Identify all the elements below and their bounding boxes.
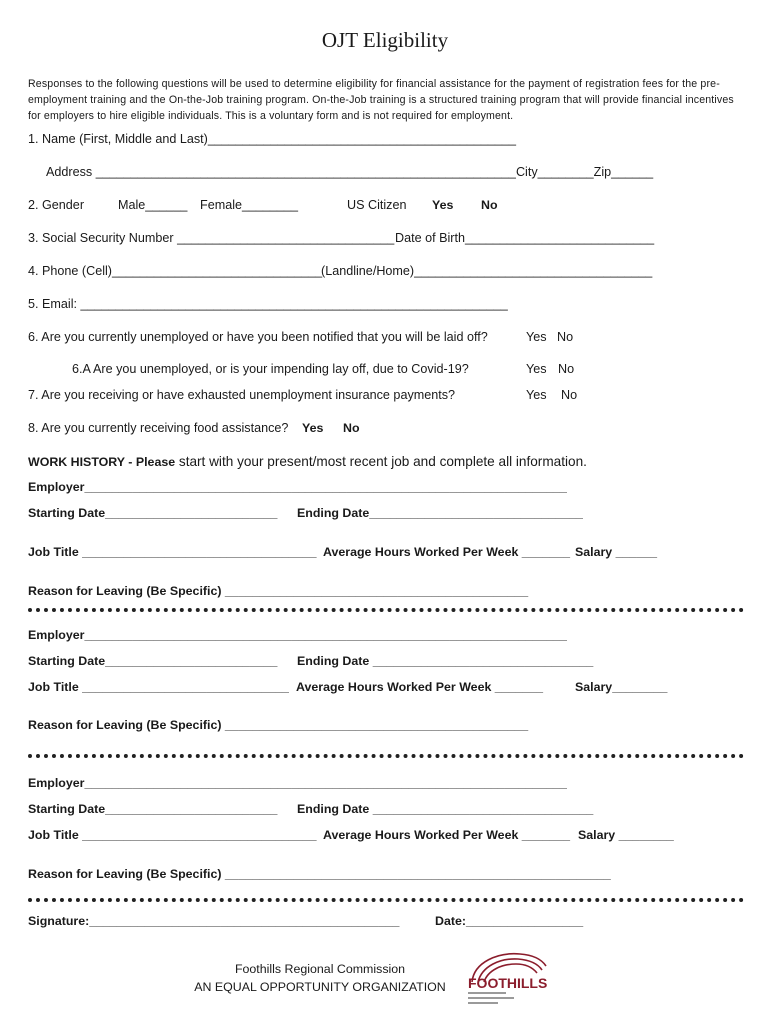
work-history-heading-rest: start with your present/most recent job and complete all information.	[175, 454, 587, 469]
q7-yes[interactable]: Yes	[526, 388, 547, 402]
salary-field-2[interactable]: Salary________	[575, 680, 668, 694]
gender-female-field[interactable]: Female________	[200, 198, 299, 212]
ending-date-field-3[interactable]: Ending Date ________________________________	[297, 802, 594, 816]
q6a-no[interactable]: No	[558, 362, 575, 376]
q6a-yes[interactable]: Yes	[526, 362, 547, 376]
gender-male-field[interactable]: Male______	[118, 198, 188, 212]
q6-unemployed-question: 6. Are you currently unemployed or have you been notified that you will be laid off?	[28, 330, 488, 344]
intro-paragraph: Responses to the following questions will be used to determine eligibility for financial assistance for the payment of registration fees for the pre-employment training and the On-the-Job training program. On-the-Job training is a structured training program that will provide financial incentives for employers to hire eligible individuals. This is a voluntary form and is not required for employment.	[28, 78, 734, 122]
ending-date-field-1[interactable]: Ending Date_______________________________	[297, 506, 583, 520]
work-history-heading	[28, 454, 587, 469]
q8-yes[interactable]: Yes	[302, 421, 324, 435]
footer-org-name: Foothills Regional Commission	[234, 962, 406, 976]
starting-date-field-2[interactable]: Starting Date_________________________	[28, 654, 278, 668]
reason-leaving-field-1[interactable]: Reason for Leaving (Be Specific) ____________________________________________	[28, 584, 529, 598]
job-title-field-2[interactable]: Job Title ______________________________	[28, 680, 289, 694]
phone-cell-field[interactable]: 4. Phone (Cell)______________________________	[28, 264, 323, 278]
starting-date-field-3[interactable]: Starting Date_________________________	[28, 802, 278, 816]
work-history-heading-bold: WORK HISTORY - Please	[28, 455, 176, 469]
employer-field-2[interactable]: Employer______________________________________________________________________	[28, 628, 567, 642]
gender-label: 2. Gender	[28, 198, 85, 212]
job-title-field-1[interactable]: Job Title __________________________________	[28, 545, 317, 559]
starting-date-field-1[interactable]: Starting Date_________________________	[28, 506, 278, 520]
email-field[interactable]: 5. Email: _____________________________________________________________	[28, 297, 508, 311]
dotted-divider	[28, 754, 744, 758]
us-citizen-no[interactable]: No	[481, 198, 498, 212]
logo-text: FOOTHILLS	[468, 975, 548, 991]
q8-no[interactable]: No	[343, 421, 360, 435]
employer-field-1[interactable]: Employer______________________________________________________________________	[28, 480, 567, 494]
dob-field[interactable]: Date of Birth___________________________	[395, 231, 655, 245]
ending-date-field-2[interactable]: Ending Date ________________________________	[297, 654, 594, 668]
date-field[interactable]: Date:_________________	[435, 914, 584, 928]
foothills-logo-icon	[460, 948, 560, 1010]
reason-leaving-field-2[interactable]: Reason for Leaving (Be Specific) ____________________________________________	[28, 718, 529, 732]
page-title: OJT Eligibility	[321, 28, 449, 52]
q8-food-question: 8. Are you currently receiving food assistance?	[28, 421, 289, 435]
reason-leaving-field-3[interactable]: Reason for Leaving (Be Specific) ________________________________________________________	[28, 867, 611, 881]
avg-hours-field-3[interactable]: Average Hours Worked Per Week _______	[323, 828, 571, 842]
footer-eeo-statement: AN EQUAL OPPORTUNITY ORGANIZATION	[194, 980, 446, 994]
q7-ui-question: 7. Are you receiving or have exhausted unemployment insurance payments?	[28, 388, 456, 402]
job-title-field-3[interactable]: Job Title __________________________________	[28, 828, 317, 842]
q7-no[interactable]: No	[561, 388, 578, 402]
us-citizen-label: US Citizen	[347, 198, 407, 212]
salary-field-1[interactable]: Salary ______	[575, 545, 657, 559]
q6-no[interactable]: No	[557, 330, 574, 344]
q6a-covid-question: 6.A Are you unemployed, or is your impending lay off, due to Covid-19?	[72, 362, 469, 376]
dotted-divider	[28, 898, 744, 902]
name-field[interactable]: 1. Name (First, Middle and Last)____________________________________________	[28, 132, 517, 146]
signature-field[interactable]: Signature:_____________________________________________	[28, 914, 400, 928]
us-citizen-yes[interactable]: Yes	[432, 198, 454, 212]
phone-landline-field[interactable]: (Landline/Home)__________________________________	[321, 264, 653, 278]
address-field[interactable]: Address ____________________________________________________________City________Zip______	[46, 165, 654, 179]
avg-hours-field-1[interactable]: Average Hours Worked Per Week _______	[323, 545, 571, 559]
q6-yes[interactable]: Yes	[526, 330, 547, 344]
employer-field-3[interactable]: Employer______________________________________________________________________	[28, 776, 567, 790]
dotted-divider	[28, 608, 744, 612]
avg-hours-field-2[interactable]: Average Hours Worked Per Week _______	[296, 680, 544, 694]
salary-field-3[interactable]: Salary ________	[578, 828, 674, 842]
ssn-field[interactable]: 3. Social Security Number _______________________________	[28, 231, 395, 245]
